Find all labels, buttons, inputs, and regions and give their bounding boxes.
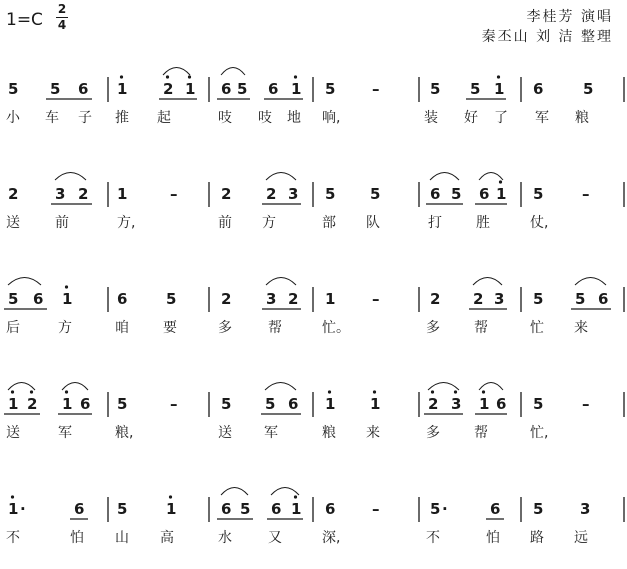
lyric: 深, — [322, 530, 341, 546]
lyric: 吱 — [258, 110, 272, 126]
lyric: 军 — [535, 110, 549, 126]
high-octave-dot — [497, 75, 500, 78]
note: – — [582, 185, 590, 203]
note: 1 — [8, 395, 19, 413]
lyric: 方 — [262, 215, 276, 231]
note: 2 — [78, 185, 89, 203]
lyric: 部 — [322, 215, 336, 231]
lyric: 前 — [55, 215, 69, 231]
lyric: 了 — [494, 110, 508, 126]
note: 2 — [288, 290, 299, 308]
note: 6 — [221, 80, 232, 98]
note: 3 — [451, 395, 462, 413]
high-octave-dot — [482, 390, 485, 393]
note: 2 — [163, 80, 174, 98]
slur — [271, 488, 299, 496]
note: – — [582, 395, 590, 413]
note: 1 — [185, 80, 196, 98]
lyric: 方 — [58, 320, 72, 336]
note: 6 — [288, 395, 299, 413]
note: 5 — [533, 500, 544, 518]
note: 6 — [221, 500, 232, 518]
note: – — [372, 500, 380, 518]
lyric: 多 — [426, 320, 440, 336]
note: 5 — [430, 80, 441, 98]
note: 5 — [533, 290, 544, 308]
note: 5 — [533, 185, 544, 203]
lyric: 高 — [160, 530, 174, 546]
note: 1 — [370, 395, 381, 413]
note: 5 — [265, 395, 276, 413]
lyric: 水 — [218, 530, 232, 546]
lyric: 怕 — [70, 530, 84, 546]
lyric: 来 — [574, 320, 588, 336]
lyric: 好 — [464, 110, 478, 126]
high-octave-dot — [454, 390, 457, 393]
high-octave-dot — [30, 390, 33, 393]
high-octave-dot — [65, 285, 68, 288]
lyric: 帮 — [474, 320, 488, 336]
high-octave-dot — [328, 390, 331, 393]
note: 5 — [240, 500, 251, 518]
lyric: 仗, — [530, 215, 549, 231]
note: 5 — [50, 80, 61, 98]
note: 5 — [8, 290, 19, 308]
high-octave-dot — [166, 75, 169, 78]
note: 1 — [166, 500, 177, 518]
slur — [62, 383, 88, 391]
lyric: 前 — [218, 215, 232, 231]
high-octave-dot — [373, 390, 376, 393]
note: – — [372, 290, 380, 308]
note: 1 — [291, 80, 302, 98]
lyric: 路 — [530, 530, 544, 546]
note: 6 — [33, 290, 44, 308]
note: 3 — [288, 185, 299, 203]
high-octave-dot — [294, 75, 297, 78]
slur — [430, 173, 459, 181]
lyric: 不 — [6, 530, 20, 546]
lyric: 起 — [157, 110, 171, 126]
lyric: 忙, — [530, 425, 549, 441]
note: 1 — [291, 500, 302, 518]
high-octave-dot — [188, 75, 191, 78]
lyric: 方, — [117, 215, 136, 231]
lyric: 子 — [78, 110, 92, 126]
lyric: 怕 — [486, 530, 500, 546]
lyric: 粮 — [575, 110, 589, 126]
lyric: 不 — [426, 530, 440, 546]
note: 5 — [117, 395, 128, 413]
note: 1 — [325, 395, 336, 413]
lyric: 地 — [287, 110, 301, 126]
lyric: 多 — [218, 320, 232, 336]
lyric: 军 — [58, 425, 72, 441]
note: 6 — [78, 80, 89, 98]
high-octave-dot — [11, 495, 14, 498]
high-octave-dot — [294, 495, 297, 498]
note: 5 — [575, 290, 586, 308]
note: 2 — [221, 290, 232, 308]
lyric: 咱 — [115, 320, 129, 336]
note: 6 — [490, 500, 501, 518]
slur — [221, 68, 245, 76]
note: 6 — [533, 80, 544, 98]
lyric: 推 — [115, 110, 129, 126]
note: 5 — [237, 80, 248, 98]
slur — [473, 278, 502, 286]
note: 1 — [496, 185, 507, 203]
lyric: 响, — [322, 110, 341, 126]
note: 3 — [580, 500, 591, 518]
note: 5 — [583, 80, 594, 98]
lyric: 要 — [163, 320, 177, 336]
note: 2 — [473, 290, 484, 308]
lyric: 远 — [574, 530, 588, 546]
note: 2 — [221, 185, 232, 203]
note: 6 — [325, 500, 336, 518]
note: 5 — [8, 80, 19, 98]
slur — [479, 383, 503, 391]
note: 6 — [430, 185, 441, 203]
time-signature-bottom: 4 — [57, 18, 67, 32]
lyric: 帮 — [268, 320, 282, 336]
note: 5 — [117, 500, 128, 518]
note: 3 — [494, 290, 505, 308]
slur — [221, 488, 248, 496]
lyric: 车 — [45, 110, 59, 126]
note: 1 — [117, 185, 128, 203]
note: 1 — [8, 500, 19, 518]
note: 5 — [325, 185, 336, 203]
note: 6 — [80, 395, 91, 413]
lyric: 多 — [426, 425, 440, 441]
arranger-credit: 秦丕山 刘 洁 整理 — [481, 29, 613, 45]
key-signature: 1=C — [6, 10, 43, 30]
note: 1 — [62, 290, 73, 308]
note: 5 — [370, 185, 381, 203]
note: – — [170, 395, 178, 413]
slur — [55, 173, 86, 181]
high-octave-dot — [499, 180, 502, 183]
note: 5 — [325, 80, 336, 98]
lyric: 忙 — [530, 320, 544, 336]
note: 5 — [166, 290, 177, 308]
lyric: 军 — [264, 425, 278, 441]
high-octave-dot — [65, 390, 68, 393]
note: 2 — [266, 185, 277, 203]
note: 6 — [74, 500, 85, 518]
lyric: 胜 — [476, 215, 490, 231]
note: 3 — [55, 185, 66, 203]
slur — [575, 278, 606, 286]
note: – — [372, 80, 380, 98]
note: 1 — [479, 395, 490, 413]
slur — [265, 383, 296, 391]
lyric: 后 — [6, 320, 20, 336]
lyric: 来 — [366, 425, 380, 441]
note: 2 — [430, 290, 441, 308]
lyric: 粮, — [115, 425, 134, 441]
note: 2 — [27, 395, 38, 413]
slur — [8, 278, 41, 286]
note: 5 — [533, 395, 544, 413]
slur — [428, 383, 459, 391]
note: 5 — [221, 395, 232, 413]
high-octave-dot — [169, 495, 172, 498]
lyric: 队 — [366, 215, 380, 231]
note: 1 — [325, 290, 336, 308]
note: 1 — [117, 80, 128, 98]
slur — [266, 278, 296, 286]
note: 5 — [470, 80, 481, 98]
slur — [479, 173, 503, 181]
lyric: 送 — [6, 425, 20, 441]
high-octave-dot — [11, 390, 14, 393]
note: 1 — [494, 80, 505, 98]
slur — [163, 68, 190, 76]
lyric: 小 — [6, 110, 20, 126]
note: · — [442, 500, 448, 518]
lyric: 打 — [428, 215, 442, 231]
lyric: 又 — [268, 530, 282, 546]
lyric: 装 — [424, 110, 438, 126]
note: · — [20, 500, 26, 518]
slur — [266, 173, 296, 181]
note: 2 — [428, 395, 439, 413]
lyric: 忙。 — [322, 320, 350, 336]
note: 1 — [62, 395, 73, 413]
note: 6 — [496, 395, 507, 413]
note: 5 — [451, 185, 462, 203]
note: 6 — [268, 80, 279, 98]
high-octave-dot — [431, 390, 434, 393]
singer-credit: 李桂芳 演唱 — [526, 9, 613, 25]
note: 6 — [117, 290, 128, 308]
note: 6 — [598, 290, 609, 308]
lyric: 山 — [115, 530, 129, 546]
lyric: 送 — [6, 215, 20, 231]
lyric: 送 — [218, 425, 232, 441]
note: 5 — [430, 500, 441, 518]
slur — [8, 383, 35, 391]
note: – — [170, 185, 178, 203]
lyric: 帮 — [474, 425, 488, 441]
time-signature-top: 2 — [57, 2, 67, 16]
note: 3 — [266, 290, 277, 308]
lyric: 吱 — [218, 110, 232, 126]
note: 6 — [479, 185, 490, 203]
high-octave-dot — [120, 75, 123, 78]
note: 2 — [8, 185, 19, 203]
lyric: 粮 — [322, 425, 336, 441]
note: 6 — [271, 500, 282, 518]
